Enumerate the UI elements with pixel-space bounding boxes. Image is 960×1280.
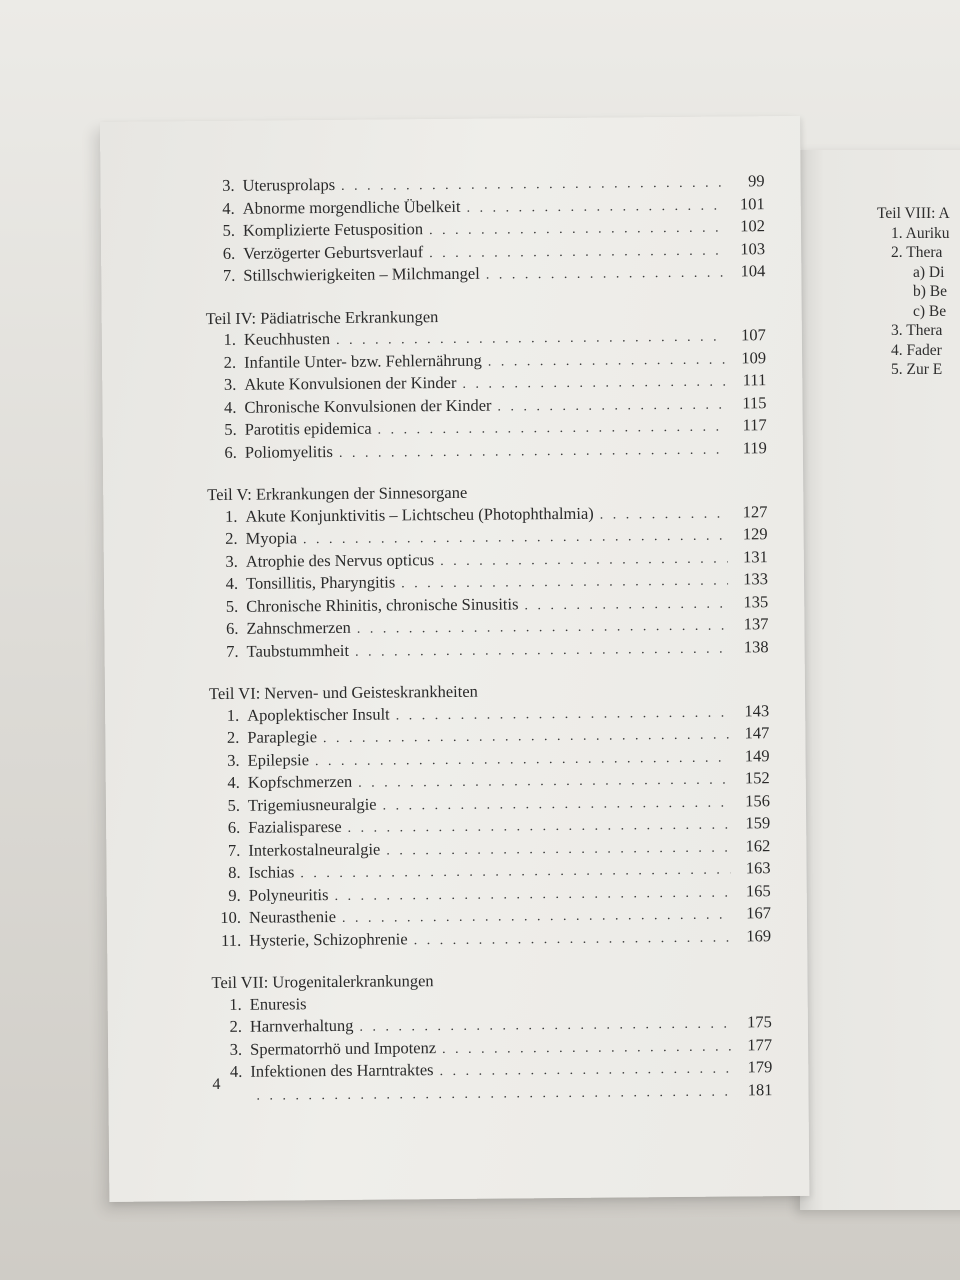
entry-title: Paraplegie: [247, 727, 318, 747]
entry-number: 7.: [227, 840, 241, 860]
entry-title: Abnorme morgendliche Übelkeit: [242, 196, 461, 218]
entry-title: Trigemiusneuralgie: [247, 794, 377, 815]
toc-section: [207, 480, 769, 664]
entry-number: 8.: [228, 862, 241, 882]
entry-page: 115: [742, 392, 767, 412]
entry-title: Hysterie, Schizophrenie: [249, 928, 408, 950]
section-heading: Teil VI: Nerven- und Geisteskrankheiten: [208, 681, 478, 704]
entry-page: 107: [741, 325, 766, 345]
entry-title: Ischias: [248, 862, 295, 882]
entry-title: Parotitis epidemica: [244, 418, 372, 439]
entry-title: Apoplektischer Insult: [247, 703, 390, 725]
dot-leader: [429, 219, 725, 242]
section-heading: Teil VII: Urogenitalerkrankungen: [211, 971, 434, 993]
entry-page: 181: [747, 1079, 773, 1099]
entry-page: 137: [743, 614, 769, 634]
entry-title: Akute Konvulsionen der Kinder: [244, 372, 457, 394]
entry-page: 129: [742, 524, 768, 544]
entry-page: 102: [740, 216, 766, 236]
dot-leader: [383, 793, 731, 817]
entry-page: 156: [745, 790, 771, 810]
entry-number: 1.: [224, 506, 238, 526]
entry-title: Tonsillitis, Pharyngitis: [245, 572, 396, 593]
entry-number: 5.: [222, 220, 236, 240]
entry-page: 138: [743, 636, 769, 656]
entry-page: 111: [742, 370, 767, 390]
toc-entry: [212, 1080, 772, 1107]
right-toc-line: 5. Zur E: [891, 361, 943, 378]
dot-leader: [342, 906, 731, 930]
dot-leader: [357, 617, 729, 641]
entry-title: Infantile Unter- bzw. Fehlernährung: [244, 350, 482, 372]
dot-leader: [300, 861, 730, 885]
dot-leader: [439, 1060, 732, 1083]
entry-number: 6.: [222, 243, 236, 263]
entry-page: 103: [740, 238, 766, 258]
entry-number: 4.: [229, 1061, 243, 1081]
dot-leader: [497, 395, 726, 417]
dot-leader: [334, 883, 730, 907]
entry-page: 159: [745, 813, 771, 833]
entry-number: 4.: [225, 573, 239, 593]
entry-number: 5.: [227, 795, 241, 815]
dot-leader: [462, 373, 726, 396]
entry-page: 109: [741, 347, 767, 367]
right-toc-line: b) Be: [913, 283, 948, 300]
entry-page: 119: [742, 437, 767, 457]
section-heading: Teil IV: Pädiatrische Erkrankungen: [205, 306, 439, 328]
entry-title: Fazialisparese: [248, 816, 342, 837]
dot-leader: [466, 196, 724, 219]
dot-leader: [315, 748, 730, 772]
dot-leader: [355, 639, 729, 663]
entry-number: 7.: [222, 265, 236, 285]
right-toc-line: a) Di: [913, 263, 945, 281]
dot-leader: [396, 703, 730, 726]
entry-title: Zahnschmerzen: [246, 617, 351, 638]
dot-leader: [414, 928, 732, 951]
entry-number: 1.: [229, 994, 242, 1014]
entry-number: 1.: [226, 705, 240, 725]
right-toc-line: c) Be: [913, 302, 947, 320]
entry-number: 10.: [220, 907, 242, 927]
dot-leader: [336, 328, 726, 352]
toc-section: [209, 679, 771, 953]
dot-leader: [429, 241, 725, 264]
entry-page: 117: [742, 415, 767, 435]
entry-number: 6.: [224, 442, 237, 462]
entry-title: Komplizierte Fetusposition: [242, 219, 424, 240]
dot-leader: [386, 838, 730, 862]
entry-page: 167: [746, 903, 772, 923]
entry-number: 4.: [222, 198, 235, 218]
entry-page: 143: [744, 700, 770, 720]
entry-page: 99: [747, 171, 765, 191]
entry-page: 179: [747, 1057, 773, 1077]
entry-number: 3.: [229, 1039, 243, 1059]
right-toc-line: Teil VIII: A: [877, 205, 950, 222]
entry-page: 162: [745, 835, 771, 855]
entry-number: 4.: [227, 772, 240, 792]
toc-entry: [205, 261, 765, 288]
right-page-toc: [877, 204, 950, 380]
entry-page: 135: [743, 591, 769, 611]
entry-title: Poliomyelitis: [244, 441, 333, 462]
entry-number: 5.: [225, 596, 239, 616]
entry-number: 9.: [228, 885, 241, 905]
entry-number: 7.: [226, 641, 239, 661]
entry-title: Enuresis: [249, 993, 307, 1014]
entry-page: 133: [743, 569, 769, 589]
entry-number: 3.: [225, 551, 238, 571]
entry-number: 6.: [225, 618, 239, 638]
entry-title: Harnverhaltung: [249, 1015, 354, 1036]
entry-title: Spermatorrhö und Impotenz: [250, 1037, 437, 1059]
entry-title: Epilepsie: [247, 749, 310, 770]
dot-leader: [442, 1037, 732, 1060]
entry-number: 2.: [225, 528, 238, 548]
dot-leader: [524, 594, 728, 616]
toc-entry: [211, 926, 771, 953]
entry-title: Infektionen des Harntraktes: [250, 1060, 434, 1081]
entry-page: 165: [745, 880, 771, 900]
dot-leader: [341, 174, 725, 198]
dot-leader: [303, 527, 728, 551]
toc-section: [211, 968, 772, 1107]
right-toc-line: 3. Thera: [891, 322, 943, 339]
toc-section: [206, 304, 767, 465]
dot-leader: [486, 264, 726, 287]
left-page: [100, 116, 809, 1202]
dot-leader: [401, 572, 728, 595]
entry-page: 152: [744, 768, 770, 788]
entry-number: 2.: [229, 1016, 242, 1036]
entry-number: 6.: [227, 817, 241, 837]
entry-title: Taubstummheit: [246, 640, 350, 661]
dot-leader: [488, 350, 726, 373]
entry-title: Verzögerter Geburtsverlauf: [243, 241, 424, 263]
entry-title: Polyneuritis: [248, 884, 329, 905]
toc-entry: [207, 438, 767, 465]
entry-page: 127: [742, 501, 768, 521]
dot-leader: [339, 440, 727, 464]
entry-title: Stillschwierigkeiten – Milchmangel: [243, 263, 480, 285]
dot-leader: [600, 504, 728, 526]
entry-page: 101: [739, 193, 765, 213]
entry-title: Chronische Rhinitis, chronische Sinusitis: [246, 593, 519, 616]
right-toc-line: 4. Fader: [891, 341, 942, 359]
entry-title: Kopfschmerzen: [247, 771, 353, 792]
dot-leader: [348, 816, 731, 840]
entry-number: 3.: [227, 750, 240, 770]
entry-number: 2.: [226, 727, 240, 747]
entry-title: Chronische Konvulsionen der Kinder: [244, 395, 492, 417]
entry-title: Myopia: [245, 528, 298, 548]
table-of-contents: [204, 171, 772, 1127]
entry-page: 163: [745, 858, 771, 878]
dot-leader: [440, 549, 728, 572]
entry-page: 177: [747, 1034, 773, 1054]
section-heading: Teil V: Erkrankungen der Sinnesorgane: [207, 482, 468, 505]
entry-number: 11.: [221, 930, 242, 950]
entry-number: 5.: [224, 419, 237, 439]
dot-leader: [358, 771, 730, 795]
entry-number: 3.: [222, 175, 235, 195]
entry-number: 3.: [223, 374, 237, 394]
entry-number: 4.: [224, 397, 237, 417]
entry-title: Neurasthenie: [248, 906, 337, 927]
entry-title: Akute Konjunktivitis – Lichtscheu (Photophthalmia): [245, 503, 594, 526]
right-toc-line: 1. Auriku: [891, 224, 950, 242]
entry-number: 1.: [223, 329, 236, 349]
entry-number: 2.: [223, 352, 237, 372]
entry-page: 131: [742, 546, 768, 566]
toc-entry: [209, 637, 769, 664]
entry-title: Uterusprolaps: [242, 174, 336, 195]
entry-title: Keuchhusten: [243, 329, 331, 349]
dot-leader: [378, 418, 727, 442]
entry-page: 175: [747, 1012, 772, 1032]
right-toc-line: 2. Thera: [891, 244, 943, 261]
entry-page: 149: [744, 745, 770, 765]
dot-leader: [323, 726, 730, 750]
entry-title: Atrophie des Nervus opticus: [245, 549, 435, 571]
dot-leader: [359, 1015, 732, 1039]
entry-page: 169: [746, 925, 772, 945]
toc-section: [204, 171, 765, 288]
entry-page: 147: [744, 723, 770, 743]
entry-page: 104: [740, 261, 766, 281]
dot-leader: [256, 1082, 732, 1107]
entry-title: Interkostalneuralgie: [248, 839, 381, 860]
page-number: 4: [212, 1075, 221, 1094]
